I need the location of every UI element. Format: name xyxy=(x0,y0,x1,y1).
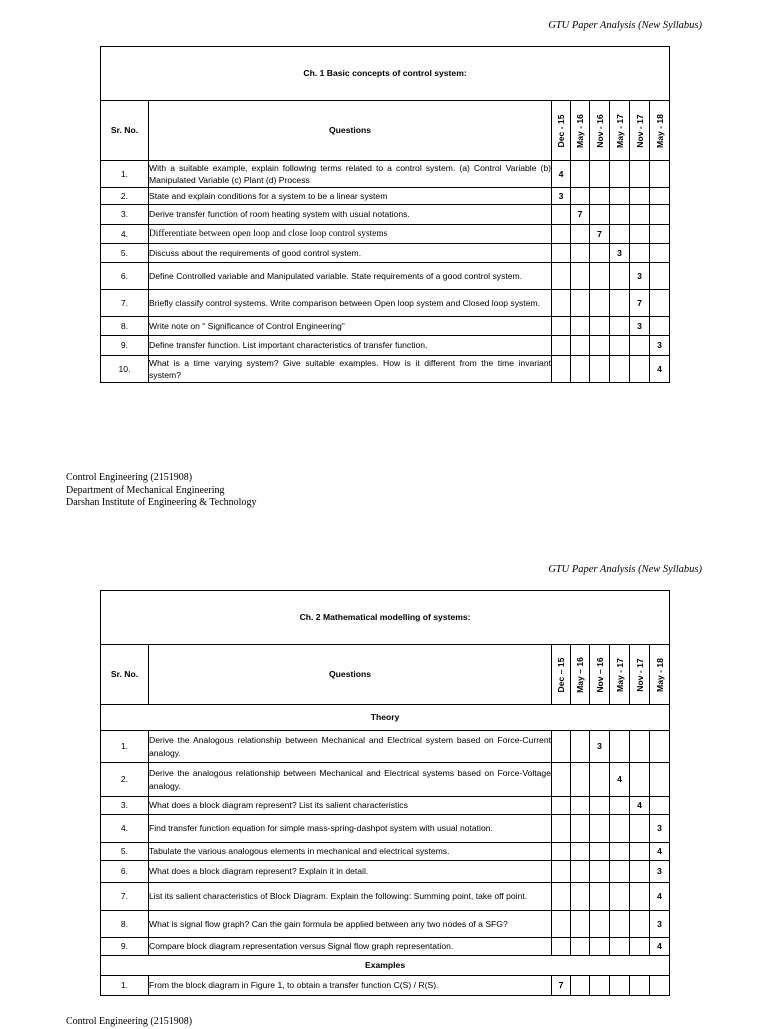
marks-cell xyxy=(571,188,590,205)
exam-column-header: Nov - 17 xyxy=(630,101,650,161)
marks-cell xyxy=(571,911,590,938)
table-row xyxy=(101,976,670,996)
marks-cell xyxy=(630,244,650,263)
serial-number: 8. xyxy=(101,911,149,938)
footer-course: Control Engineering (2151908) xyxy=(66,1016,193,1027)
serial-number: 6. xyxy=(101,263,149,290)
marks-cell xyxy=(590,244,610,263)
serial-number: 2. xyxy=(101,763,149,797)
marks-cell: 7 xyxy=(630,290,650,317)
marks-cell xyxy=(571,815,590,843)
question-text: Define transfer function. List important characteristics of transfer function. xyxy=(149,336,552,356)
marks-cell xyxy=(650,763,670,797)
marks-cell xyxy=(590,911,610,938)
marks-cell: 7 xyxy=(590,225,610,244)
question-text: What does a block diagram represent? List its salient characteristics xyxy=(149,797,552,815)
question-text: Derive the Analogous relationship between Mechanical and Electrical system based on Force-Current analogy. xyxy=(149,731,552,763)
marks-cell xyxy=(552,883,571,911)
sr-no-header: Sr. No. xyxy=(101,101,149,161)
marks-cell xyxy=(552,263,571,290)
marks-cell: 4 xyxy=(630,797,650,815)
table-row xyxy=(101,356,670,383)
marks-cell xyxy=(610,356,630,383)
question-text: Find transfer function equation for simple mass-spring-dashpot system with usual notation. xyxy=(149,815,552,843)
marks-cell xyxy=(610,938,630,956)
serial-number: 4. xyxy=(101,815,149,843)
marks-cell xyxy=(552,290,571,317)
marks-cell xyxy=(590,161,610,188)
marks-cell xyxy=(650,797,670,815)
examples-section-header: Examples xyxy=(101,956,670,976)
marks-cell xyxy=(630,883,650,911)
marks-cell: 4 xyxy=(610,763,630,797)
marks-cell xyxy=(610,731,630,763)
marks-cell xyxy=(590,205,610,225)
marks-cell xyxy=(571,938,590,956)
marks-cell xyxy=(590,263,610,290)
marks-cell xyxy=(650,205,670,225)
marks-cell xyxy=(610,976,630,996)
table-row xyxy=(101,225,670,244)
marks-cell xyxy=(650,976,670,996)
marks-cell xyxy=(610,205,630,225)
question-text: What is signal flow graph? Can the gain formula be applied between any two nodes of a SFG? xyxy=(149,911,552,938)
marks-cell: 3 xyxy=(590,731,610,763)
marks-cell xyxy=(630,161,650,188)
marks-cell xyxy=(630,938,650,956)
exam-column-header: Nov - 17 xyxy=(630,645,650,705)
marks-cell xyxy=(650,161,670,188)
marks-cell xyxy=(610,336,630,356)
page-footer xyxy=(66,1016,192,1029)
marks-cell xyxy=(630,911,650,938)
marks-cell xyxy=(610,263,630,290)
marks-cell xyxy=(552,938,571,956)
question-text: Briefly classify control systems. Write comparison between Open loop system and Closed loop system. xyxy=(149,290,552,317)
marks-cell xyxy=(610,815,630,843)
table-row xyxy=(101,731,670,763)
question-text: Compare block diagram representation versus Signal flow graph representation. xyxy=(149,938,552,956)
marks-cell xyxy=(571,883,590,911)
marks-cell xyxy=(650,731,670,763)
marks-cell: 3 xyxy=(552,188,571,205)
marks-cell xyxy=(571,861,590,883)
table-row xyxy=(101,244,670,263)
serial-number: 9. xyxy=(101,938,149,956)
table-row xyxy=(101,815,670,843)
marks-cell xyxy=(552,861,571,883)
question-text: Tabulate the various analogous elements in mechanical and electrical systems. xyxy=(149,843,552,861)
table-row xyxy=(101,205,670,225)
serial-number: 9. xyxy=(101,336,149,356)
marks-cell xyxy=(590,763,610,797)
marks-cell xyxy=(552,205,571,225)
marks-cell xyxy=(630,763,650,797)
question-text: What is a time varying system? Give suitable examples. How is it different from the time invariant system? xyxy=(149,356,552,383)
table-row xyxy=(101,188,670,205)
table-row xyxy=(101,861,670,883)
marks-cell: 4 xyxy=(552,161,571,188)
sr-no-header: Sr. No. xyxy=(101,645,149,705)
marks-cell xyxy=(630,356,650,383)
marks-cell xyxy=(552,763,571,797)
marks-cell: 3 xyxy=(650,336,670,356)
question-text: From the block diagram in Figure 1, to obtain a transfer function C(S) / R(S). xyxy=(149,976,552,996)
marks-cell xyxy=(590,938,610,956)
question-text: List its salient characteristics of Block Diagram. Explain the following: Summing point, take off point. xyxy=(149,883,552,911)
marks-cell xyxy=(650,317,670,336)
marks-cell xyxy=(590,290,610,317)
marks-cell xyxy=(571,161,590,188)
marks-cell xyxy=(571,317,590,336)
question-text: Define Controlled variable and Manipulated variable. State requirements of a good control system. xyxy=(149,263,552,290)
serial-number: 4. xyxy=(101,225,149,244)
marks-cell xyxy=(610,861,630,883)
exam-column-header: Nov – 16 xyxy=(590,645,610,705)
marks-cell xyxy=(590,843,610,861)
question-text: Differentiate between open loop and close loop control systems xyxy=(149,225,552,244)
question-text: Derive the analogous relationship between Mechanical and Electrical systems based on Force-Voltage analogy. xyxy=(149,763,552,797)
marks-cell xyxy=(610,883,630,911)
marks-cell xyxy=(590,815,610,843)
exam-column-header: May - 17 xyxy=(610,645,630,705)
marks-cell xyxy=(650,244,670,263)
serial-number: 2. xyxy=(101,188,149,205)
exam-column-header: May - 16 xyxy=(571,101,590,161)
exam-column-header: May - 18 xyxy=(650,101,670,161)
question-table xyxy=(100,46,670,383)
exam-column-header: May – 16 xyxy=(571,645,590,705)
marks-cell: 4 xyxy=(650,938,670,956)
marks-cell: 7 xyxy=(571,205,590,225)
marks-cell xyxy=(571,797,590,815)
marks-cell xyxy=(630,861,650,883)
marks-cell xyxy=(630,205,650,225)
marks-cell: 3 xyxy=(630,317,650,336)
marks-cell: 3 xyxy=(610,244,630,263)
chapter-title: Ch. 2 Mathematical modelling of systems: xyxy=(101,591,670,645)
serial-number: 1. xyxy=(101,976,149,996)
marks-cell xyxy=(571,336,590,356)
marks-cell xyxy=(552,731,571,763)
marks-cell xyxy=(650,263,670,290)
table-row xyxy=(101,938,670,956)
marks-cell xyxy=(571,263,590,290)
marks-cell xyxy=(552,336,571,356)
marks-cell xyxy=(590,317,610,336)
marks-cell xyxy=(610,225,630,244)
marks-cell xyxy=(610,290,630,317)
question-text: Derive transfer function of room heating system with usual notations. xyxy=(149,205,552,225)
serial-number: 7. xyxy=(101,883,149,911)
marks-cell xyxy=(571,976,590,996)
exam-column-header: Dec – 15 xyxy=(552,645,571,705)
serial-number: 5. xyxy=(101,244,149,263)
marks-cell xyxy=(590,976,610,996)
serial-number: 8. xyxy=(101,317,149,336)
marks-cell xyxy=(630,225,650,244)
serial-number: 10. xyxy=(101,356,149,383)
marks-cell xyxy=(571,843,590,861)
table-row xyxy=(101,317,670,336)
marks-cell xyxy=(571,225,590,244)
marks-cell xyxy=(590,797,610,815)
footer-institute: Darshan Institute of Engineering & Technology xyxy=(66,497,257,508)
table-row xyxy=(101,883,670,911)
question-table xyxy=(100,590,670,996)
marks-cell xyxy=(590,861,610,883)
question-text: Write note on “ Significance of Control Engineering” xyxy=(149,317,552,336)
marks-cell xyxy=(571,356,590,383)
table-row xyxy=(101,336,670,356)
exam-column-header: May - 17 xyxy=(610,101,630,161)
page-header: GTU Paper Analysis (New Syllabus) xyxy=(548,20,702,31)
marks-cell xyxy=(552,317,571,336)
marks-cell: 4 xyxy=(650,843,670,861)
marks-cell xyxy=(610,317,630,336)
marks-cell xyxy=(650,225,670,244)
marks-cell xyxy=(630,976,650,996)
exam-column-header: May - 18 xyxy=(650,645,670,705)
table-row xyxy=(101,763,670,797)
marks-cell xyxy=(630,188,650,205)
marks-cell xyxy=(650,290,670,317)
marks-cell xyxy=(590,188,610,205)
marks-cell xyxy=(571,763,590,797)
exam-column-header: Dec - 15 xyxy=(552,101,571,161)
serial-number: 6. xyxy=(101,861,149,883)
theory-section-header: Theory xyxy=(101,705,670,731)
questions-header: Questions xyxy=(149,645,552,705)
marks-cell: 4 xyxy=(650,356,670,383)
marks-cell xyxy=(552,225,571,244)
table-row xyxy=(101,797,670,815)
serial-number: 3. xyxy=(101,797,149,815)
marks-cell xyxy=(650,188,670,205)
serial-number: 7. xyxy=(101,290,149,317)
page-footer xyxy=(66,472,256,510)
marks-cell xyxy=(610,843,630,861)
marks-cell xyxy=(630,843,650,861)
serial-number: 3. xyxy=(101,205,149,225)
marks-cell xyxy=(610,911,630,938)
marks-cell xyxy=(590,336,610,356)
footer-course: Control Engineering (2151908) xyxy=(66,472,193,483)
question-text: Discuss about the requirements of good control system. xyxy=(149,244,552,263)
table-row xyxy=(101,263,670,290)
table-row xyxy=(101,843,670,861)
marks-cell xyxy=(552,244,571,263)
marks-cell xyxy=(571,244,590,263)
marks-cell xyxy=(552,911,571,938)
marks-cell xyxy=(590,356,610,383)
marks-cell: 3 xyxy=(650,815,670,843)
table-row xyxy=(101,161,670,188)
marks-cell: 7 xyxy=(552,976,571,996)
questions-header: Questions xyxy=(149,101,552,161)
question-text: What does a block diagram represent? Explain it in detail. xyxy=(149,861,552,883)
marks-cell xyxy=(630,731,650,763)
question-text: State and explain conditions for a system to be a linear system xyxy=(149,188,552,205)
table-row xyxy=(101,290,670,317)
question-text: With a suitable example, explain following terms related to a control system. (a) Control Variable (b) Manipulated Variable (c) Plant (d) Process xyxy=(149,161,552,188)
exam-column-header: Nov - 16 xyxy=(590,101,610,161)
marks-cell: 3 xyxy=(630,263,650,290)
serial-number: 5. xyxy=(101,843,149,861)
table-row xyxy=(101,911,670,938)
marks-cell xyxy=(610,188,630,205)
chapter-title: Ch. 1 Basic concepts of control system: xyxy=(101,47,670,101)
marks-cell xyxy=(552,797,571,815)
marks-cell xyxy=(552,356,571,383)
marks-cell: 3 xyxy=(650,911,670,938)
marks-cell xyxy=(630,336,650,356)
marks-cell xyxy=(610,161,630,188)
marks-cell xyxy=(552,843,571,861)
marks-cell xyxy=(630,815,650,843)
marks-cell xyxy=(610,797,630,815)
serial-number: 1. xyxy=(101,161,149,188)
marks-cell xyxy=(590,883,610,911)
marks-cell: 3 xyxy=(650,861,670,883)
marks-cell xyxy=(571,731,590,763)
marks-cell xyxy=(552,815,571,843)
marks-cell xyxy=(571,290,590,317)
footer-department: Department of Mechanical Engineering xyxy=(66,484,225,496)
serial-number: 1. xyxy=(101,731,149,763)
page-header: GTU Paper Analysis (New Syllabus) xyxy=(548,564,702,575)
marks-cell: 4 xyxy=(650,883,670,911)
